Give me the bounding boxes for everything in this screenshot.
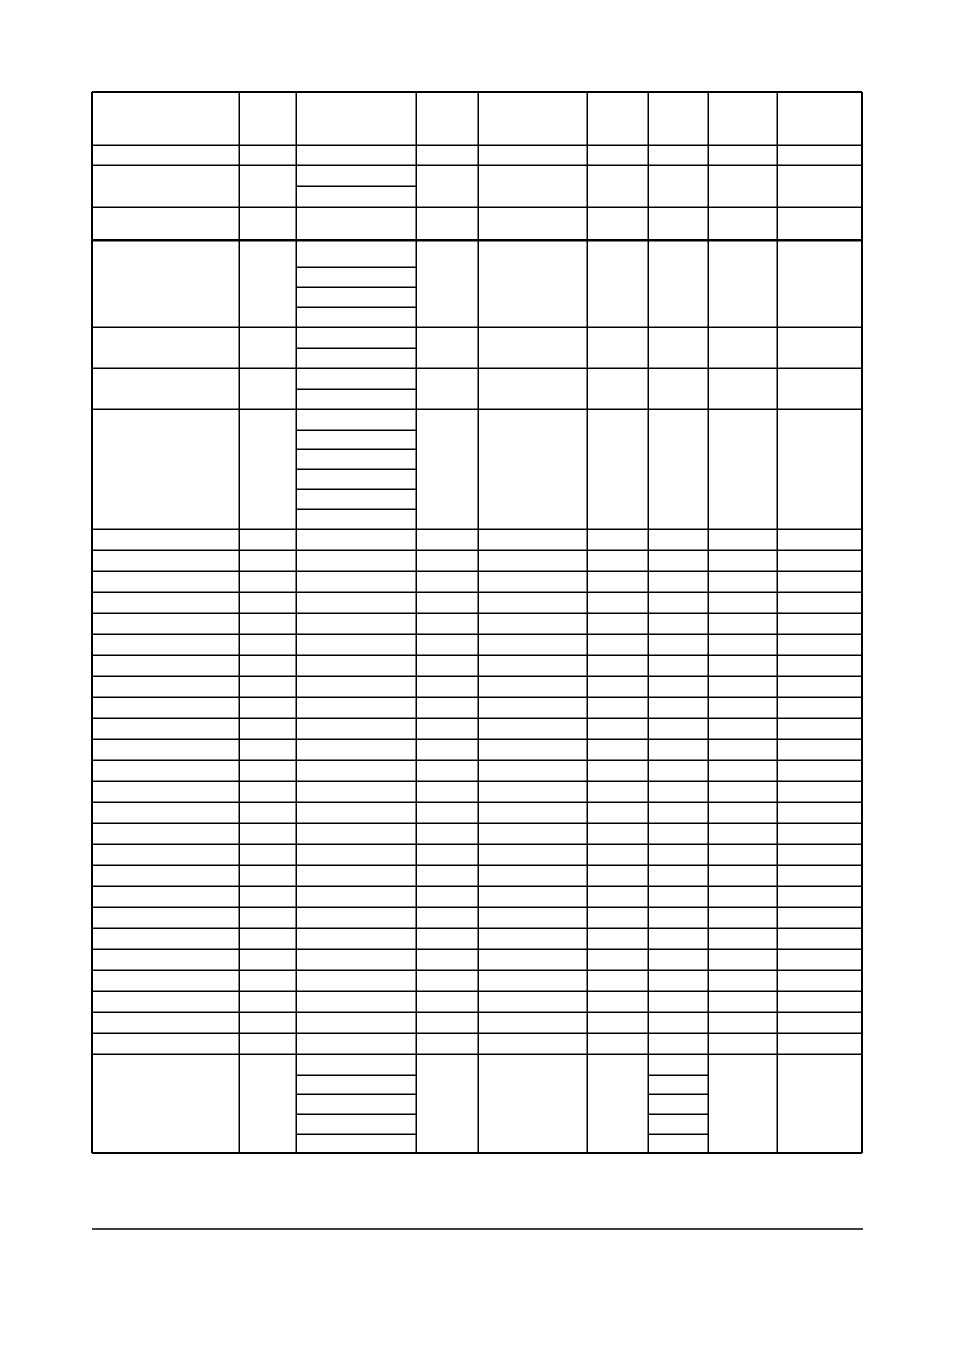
- table-lines: [92, 92, 862, 1153]
